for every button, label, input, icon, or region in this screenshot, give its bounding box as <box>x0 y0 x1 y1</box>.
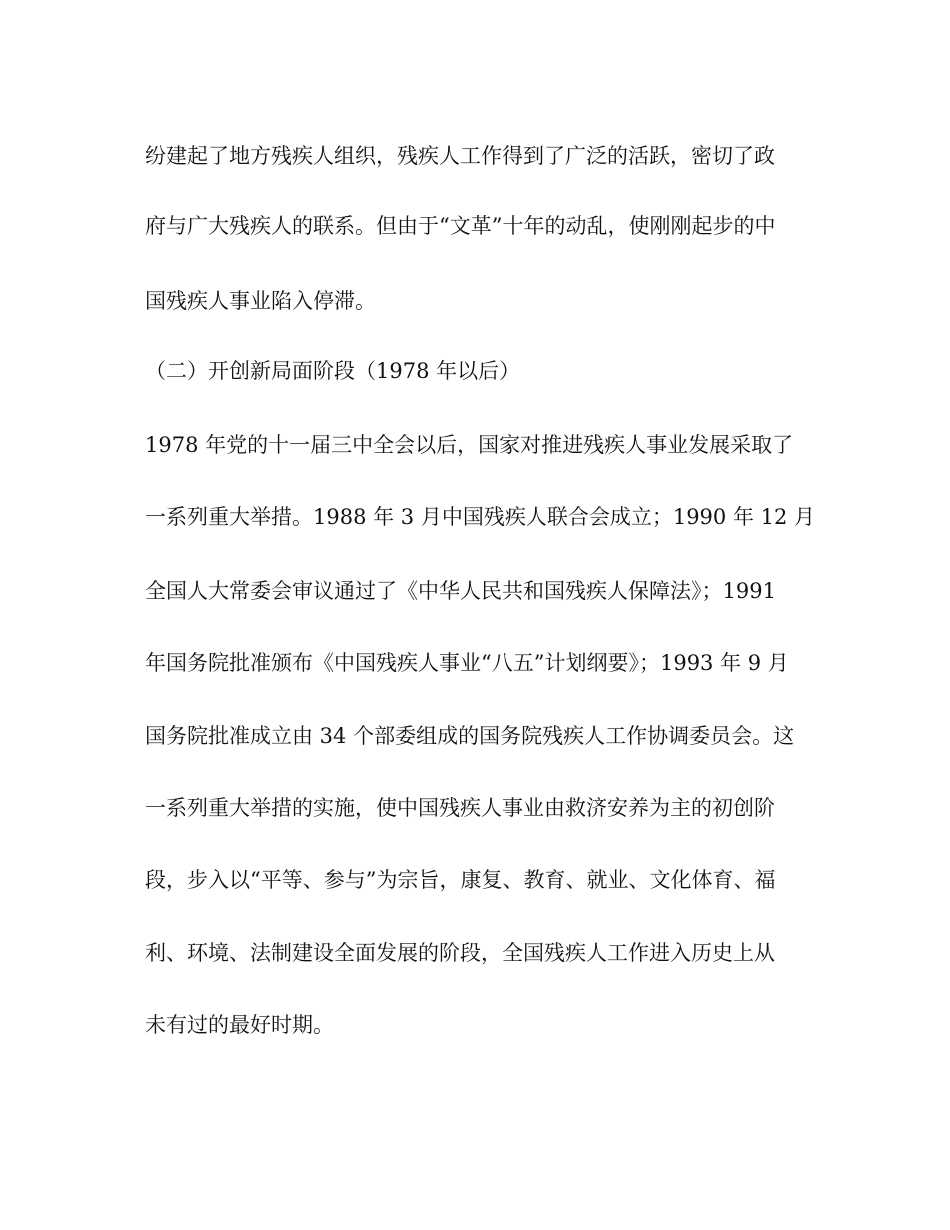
paragraph-2-line-5: 国务院批准成立由 34 个部委组成的国务院残疾人工作协调委员会。这 <box>145 724 795 748</box>
paragraph-2-line-6: 一系列重大举措的实施，使中国残疾人事业由救济安养为主的初创阶 <box>145 796 775 820</box>
paragraph-2-line-7: 段，步入以“平等、参与”为宗旨，康复、教育、就业、文化体育、福 <box>145 868 776 892</box>
paragraph-2-line-2: 一系列重大举措。1988 年 3 月中国残疾人联合会成立；1990 年 12 月 <box>145 505 816 529</box>
paragraph-2-line-1: 1978 年党的十一届三中全会以后，国家对推进残疾人事业发展采取了 <box>145 433 794 457</box>
paragraph-1-line-3: 国残疾人事业陷入停滞。 <box>145 289 376 313</box>
paragraph-2-line-8: 利、环境、法制建设全面发展的阶段，全国残疾人工作进入历史上从 <box>145 941 775 965</box>
paragraph-2-line-9: 未有过的最好时期。 <box>145 1013 334 1037</box>
section-heading: （二）开创新局面阶段（1978 年以后） <box>145 359 521 383</box>
paragraph-2-line-3: 全国人大常委会审议通过了《中华人民共和国残疾人保障法》；1991 <box>145 579 776 603</box>
paragraph-2-line-4: 年国务院批准颁布《中国残疾人事业“八五”计划纲要》；1993 年 9 月 <box>145 651 789 675</box>
paragraph-1-line-1: 纷建起了地方残疾人组织，残疾人工作得到了广泛的活跃，密切了政 <box>145 144 775 168</box>
paragraph-1-line-2: 府与广大残疾人的联系。但由于“文革”十年的动乱，使刚刚起步的中 <box>145 214 776 238</box>
